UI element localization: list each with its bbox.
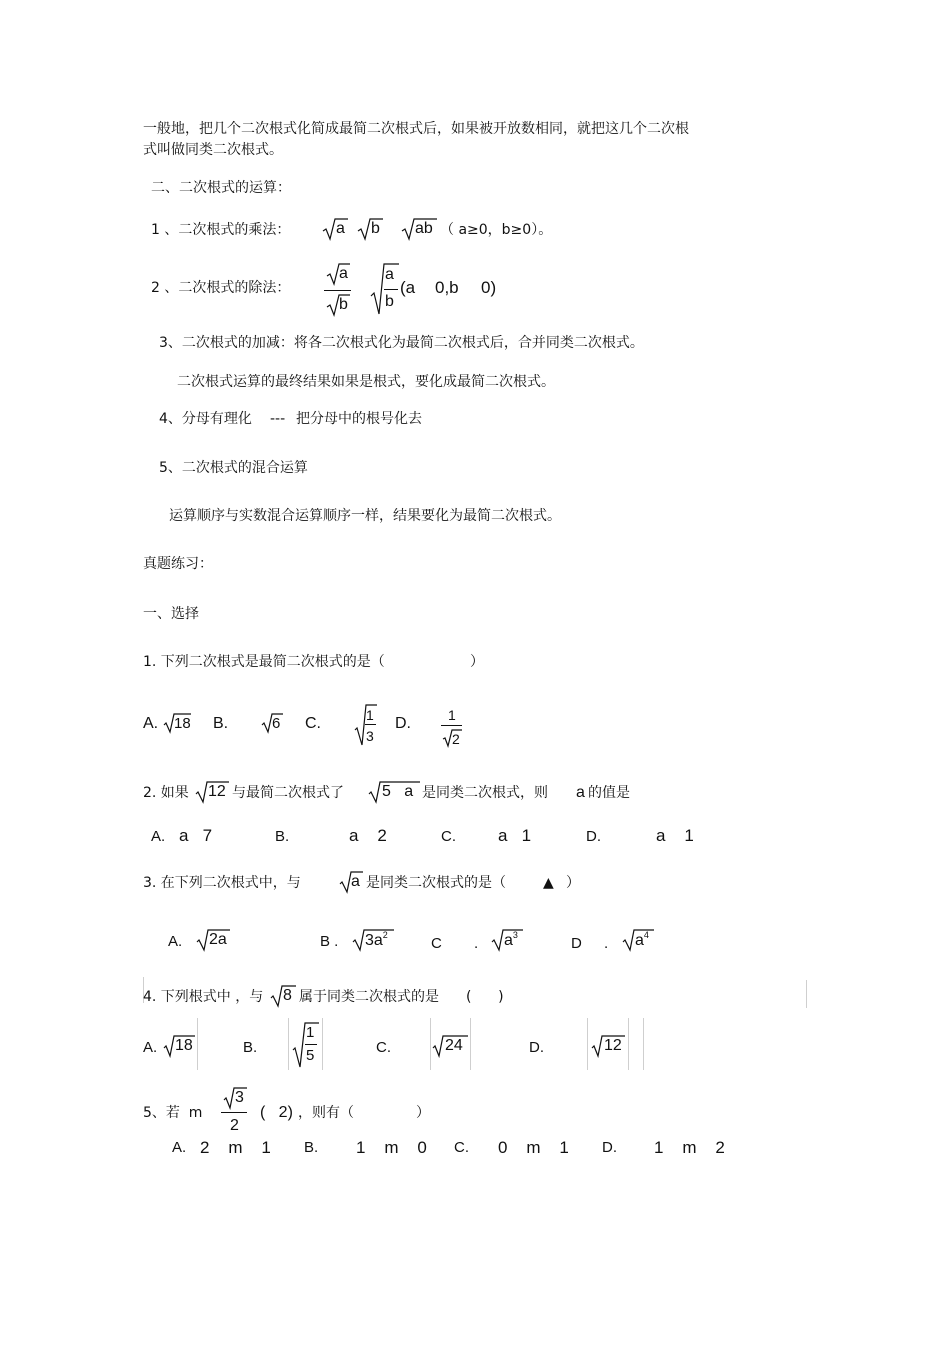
mixed-desc: 运算顺序与实数混合运算顺序一样，结果要化为最简二次根式。 [169, 508, 561, 524]
q2-option-c: a 1 [498, 826, 532, 845]
q5-denominator: 2 [230, 1117, 239, 1134]
radicand: 24 [445, 1037, 463, 1054]
q1-option-b-label: B. [213, 715, 229, 732]
q2-radical-12 [195, 781, 229, 803]
practice-sub: 一、选择 [143, 606, 199, 622]
q1-option-b [261, 713, 283, 733]
radicand: 12 [604, 1037, 622, 1054]
exponent: 2 [382, 930, 388, 940]
table-border [643, 1018, 644, 1070]
q5-end: ） [416, 1105, 430, 1121]
radicand-numerator: 1 [306, 1024, 315, 1041]
q2-mid: 与最简二次根式了 [232, 785, 344, 801]
radicand: 2 [452, 731, 460, 747]
q1-stem-end: ） [470, 654, 484, 670]
q5-sqrt3-numerator [223, 1087, 247, 1109]
q5-prefix: 5、若 m [143, 1105, 203, 1121]
radicand-numerator: 1 [366, 707, 374, 723]
radicand-denominator: b [385, 293, 394, 310]
radicand [365, 932, 388, 951]
radicand-base: 3a [365, 932, 383, 949]
intro-line-2: 式叫做同类二次根式。 [143, 142, 283, 158]
radicand: b [339, 296, 348, 313]
q2-radical-5-a [368, 781, 420, 803]
fraction-bar [441, 725, 462, 726]
q3-option-d-dot: . [604, 935, 609, 952]
q4-prefix: 4. 下列根式中 ，与 [143, 989, 264, 1005]
q5-option-a-label: A. [172, 1139, 187, 1156]
radicand: ab [415, 220, 433, 237]
q1-stem: 1. 下列二次根式是最简二次根式的是（ [143, 654, 385, 670]
table-border [470, 1018, 471, 1070]
q5-option-c: 0 m 1 [498, 1138, 569, 1157]
q1-option-a [163, 713, 191, 733]
q5-option-d: 1 m 2 [654, 1138, 725, 1157]
sqrt-a-numerator [326, 263, 350, 285]
q3-option-a [196, 929, 230, 951]
q1-option-d-label: D. [395, 715, 411, 732]
q3-prefix: 3. 在下列二次根式中，与 [143, 875, 301, 891]
table-border [587, 1018, 588, 1070]
radicand: 8 [283, 987, 292, 1004]
radicand: a [336, 220, 345, 237]
radicand [504, 932, 518, 951]
q4-option-a-label: A. [143, 1039, 158, 1056]
radicand: 3 [235, 1089, 244, 1106]
q4-option-b [292, 1022, 320, 1068]
q2-prefix: 2. 如果 [143, 785, 189, 801]
add-label: 3、二次根式的加减：将各二次根式化为最简二次根式后，合并同类二次根式。 [159, 335, 644, 351]
q1-option-d-numerator: 1 [448, 707, 456, 723]
q5-suffix: ，则有（ [298, 1105, 354, 1121]
rationalize-label: 4、分母有理化 [159, 411, 252, 427]
intro-line-1: 一般地，把几个二次根式化简成最简二次根式后，如果被开放数相同，就把这几个二次根 [143, 121, 689, 137]
q1-option-c-label: C. [305, 715, 321, 732]
radicand-denominator: 3 [366, 728, 374, 744]
radicand [635, 932, 649, 951]
q5-mid: ( 2) [260, 1104, 293, 1121]
q1-option-d-denominator [442, 729, 462, 747]
fraction-bar [305, 1044, 317, 1045]
sqrt-a-over-b [370, 263, 400, 315]
q4-option-b-label: B. [243, 1039, 258, 1056]
radicand: 18 [175, 1037, 193, 1054]
q2-option-d-label: D. [586, 828, 601, 845]
radicand: 6 [272, 715, 281, 732]
radicand: a [339, 265, 348, 282]
table-border [322, 1018, 323, 1070]
q1-option-a-label: A. [143, 715, 159, 732]
q4-option-d-label: D. [529, 1039, 544, 1056]
table-border [197, 1018, 198, 1070]
rationalize-dash: --- [270, 411, 286, 427]
exponent: 4 [643, 930, 649, 940]
radicand-numerator: a [385, 266, 394, 283]
radicand: 12 [208, 783, 226, 800]
radicand-base: a [504, 932, 513, 949]
q2-option-b-label: B. [275, 828, 290, 845]
q5-option-b-label: B. [304, 1139, 319, 1156]
q5-option-a: 2 m 1 [200, 1138, 271, 1157]
radicand: b [371, 220, 380, 237]
q3-option-d [622, 929, 654, 951]
sqrt-a [322, 218, 348, 240]
table-border [806, 980, 807, 1008]
radicand-base: a [635, 932, 644, 949]
q2-var: a [576, 784, 585, 801]
div-cond-b: 0,b [435, 278, 459, 297]
radicand: 5 a [382, 783, 414, 800]
fraction-bar [365, 724, 376, 725]
q4-option-d [591, 1035, 625, 1057]
table-border [628, 1018, 629, 1070]
q1-option-c [354, 704, 378, 746]
div-cond-c: 0) [481, 278, 497, 297]
sqrt-b-denominator [326, 294, 350, 316]
fraction-bar [384, 289, 398, 290]
table-border [288, 1018, 289, 1070]
q3-option-b [352, 929, 394, 951]
add-note: 二次根式运算的最终结果如果是根式，要化成最简二次根式。 [177, 374, 555, 390]
q2-option-b: a 2 [349, 826, 387, 845]
q3-option-b-label: B . [320, 933, 339, 950]
q5-option-c-label: C. [454, 1139, 469, 1156]
q2-option-c-label: C. [441, 828, 456, 845]
q4-suffix: 属于同类二次根式的是 [299, 989, 439, 1005]
sqrt-ab [401, 218, 437, 240]
radicand: a [351, 873, 360, 890]
q2-suffix: 是同类二次根式，则 [422, 785, 548, 801]
q5-option-b: 1 m 0 [356, 1138, 427, 1157]
table-border [430, 1018, 431, 1070]
fraction-bar [221, 1112, 247, 1113]
rationalize-desc: 把分母中的根号化去 [296, 411, 422, 427]
mult-label: 1 、二次根式的乘法： [151, 222, 291, 238]
fraction-bar [324, 290, 351, 291]
div-label: 2 、二次根式的除法： [151, 280, 291, 296]
radicand-denominator: 5 [306, 1047, 315, 1064]
div-cond-a: (a [400, 278, 416, 297]
q2-option-d: a 1 [656, 826, 694, 845]
radicand: 18 [174, 715, 191, 732]
q2-end: 的值是 [588, 785, 630, 801]
exponent: 3 [512, 930, 518, 940]
section-heading: 二、二次根式的运算： [151, 180, 291, 196]
practice-heading: 真题练习： [143, 556, 213, 572]
q3-radical-a [339, 871, 363, 893]
q4-option-c-label: C. [376, 1039, 391, 1056]
q5-option-d-label: D. [602, 1139, 617, 1156]
q3-end: ） [566, 875, 580, 891]
mult-condition: （ a≥0，b≥0）。 [440, 222, 553, 238]
q2-option-a: a 7 [179, 826, 213, 845]
sqrt-b [357, 218, 383, 240]
q4-option-c [432, 1035, 468, 1057]
q2-option-a-label: A. [151, 828, 166, 845]
marker-triangle-icon: ▲ [543, 875, 554, 891]
q4-radical-8 [270, 985, 296, 1007]
q4-option-a [163, 1035, 195, 1057]
mixed-label: 5、二次根式的混合运算 [159, 460, 308, 476]
q3-option-c [491, 929, 523, 951]
q3-option-d-label: D [571, 935, 582, 952]
radicand: 2a [209, 931, 227, 948]
q3-option-a-label: A. [168, 933, 183, 950]
q3-suffix: 是同类二次根式的是（ [366, 875, 506, 891]
q3-option-c-dot: . [474, 935, 479, 952]
q3-option-c-label: C [431, 935, 442, 952]
q4-paren: ( ) [466, 989, 504, 1005]
